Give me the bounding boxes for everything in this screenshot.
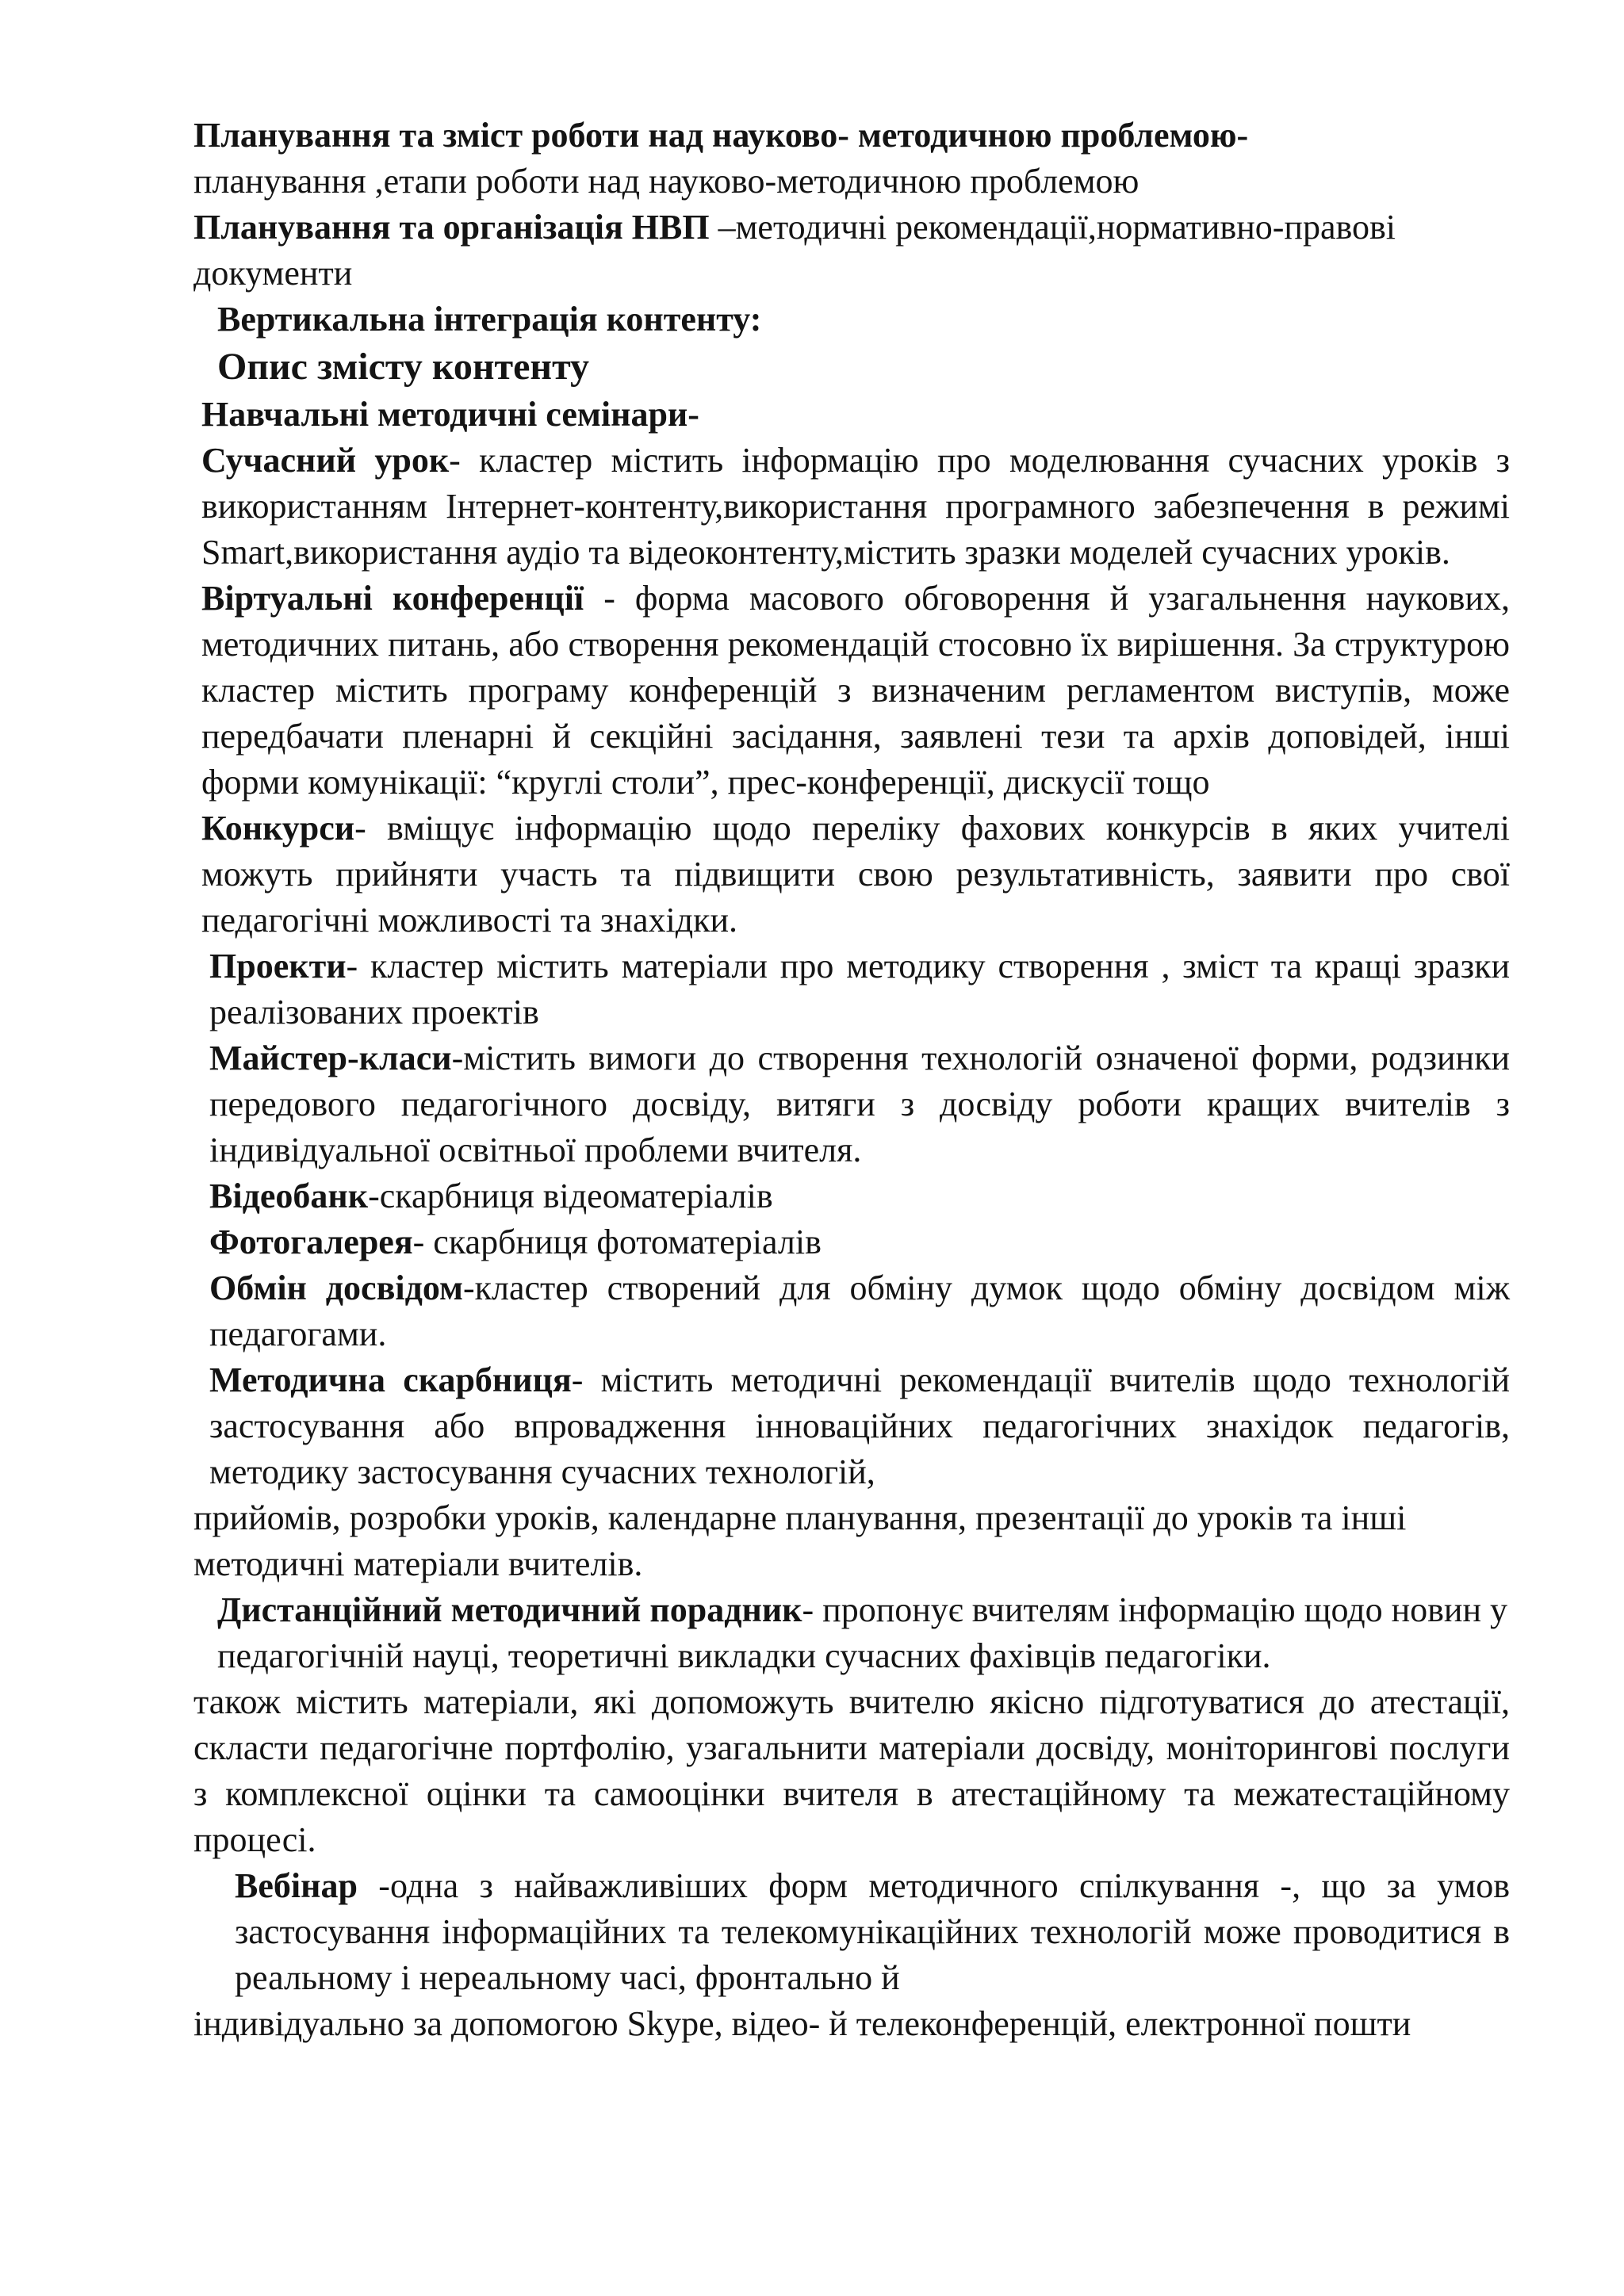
item-term: Обмін досвідом [209,1269,463,1307]
item-modern-lesson [193,438,1510,576]
item-text: -скарбниця відеоматеріалів [368,1177,773,1215]
item-text: - пропонує вчителям інформацію щодо новин у педагогічній науці, теоретичні викладки сучасних фахівців педагогіки. [217,1590,1508,1675]
item-text: -кластер створений для обміну думок щодо обміну досвідом між педагогами. [209,1269,1510,1353]
seminars-heading: Навчальні методичні семінари- [201,395,699,434]
nvp-paragraph [193,205,1510,297]
distance-advisor-tail: також містить матеріали, які допоможуть вчителю якісно підготуватися до атестації, скласти педагогічне портфолію, узагальнити матеріали досвіду, моніторингові послуги з комплексної оцінки та самооцінки вчителя в атестаційному та межатестаційному процесі. [193,1682,1510,1859]
content-description-heading: Опис змісту контенту [217,346,590,388]
item-text: -містить вимоги до створення технологій означеної форми, родзинки передового педагогічного досвіду, витяги з досвіду роботи кращих вчителів з індивідуальної освітньої проблеми вчителя. [209,1039,1510,1169]
webinar-tail: індивідуально за допомогою Skype, відео- й телеконференцій, електронної пошти [193,2004,1411,2043]
item-term: Вебінар [235,1866,358,1905]
doc-subtitle-line: планування ,етапи роботи над науково-методичною проблемою [193,162,1139,201]
item-text: - містить методичні рекомендації вчителів щодо технологій застосування або впровадження інноваційних педагогічних знахідок педагогів, методику застосування сучасних технологій, [209,1360,1510,1491]
item-video-bank [193,1173,1510,1219]
nvp-term: Планування та організація НВП [193,208,718,247]
item-text: - вміщує інформацію щодо переліку фахових конкурсів в яких учителі можуть прийняти участь та підвищити свою результативність, заявити про свої педагогічні можливості та знахідки. [201,809,1510,939]
item-contests [193,806,1510,943]
nvp-text: –методичні рекомендації,нормативно-правові документи [193,208,1396,293]
methodical-treasury-tail: прийомів, розробки уроків, календарне планування, презентації до уроків та інші методичні матеріали вчителів. [193,1498,1407,1583]
item-methodical-treasury [193,1357,1510,1495]
item-term: Майстер-класи [209,1039,452,1077]
doc-title-line [193,113,1510,159]
item-photo-gallery [193,1219,1510,1265]
item-term: Методична скарбниця [209,1360,572,1399]
item-text: - форма масового обговорення й узагальнення наукових, методичних питань, або створення рекомендацій стосовно їх вирішення. За структурою кластер містить програму конференцій з визначеним регламентом виступів, може передбачати пленарні й секційні засідання, заявлені тези та архів доповідей, інші форми комунікації: “круглі столи”, прес-конференції, дискусії тощо [201,579,1510,802]
item-term: Віртуальні конференції [201,579,584,618]
item-master-classes [193,1035,1510,1173]
item-text: -одна з найважливіших форм методичного спілкування -, що за умов застосування інформаційних та телекомунікаційних технологій може проводитися в реальному і нереальному часі, фронтально й [235,1866,1510,1997]
item-text: - кластер містить інформацію про моделювання сучасних уроків з використанням Інтернет-контенту,використання програмного забезпечення в режимі Smart,використання аудіо та відеоконтенту,містить зразки моделей сучасних уроків. [201,441,1510,572]
doc-title: Планування та зміст роботи над науково- методичною проблемою- [193,116,1249,155]
item-term: Проекти [209,947,347,985]
item-projects [193,943,1510,1035]
item-webinar [193,1863,1510,2001]
item-text: - кластер містить матеріали про методику створення , зміст та кращі зразки реалізованих проектів [209,947,1510,1031]
item-term: Фотогалерея [209,1223,413,1261]
item-term: Сучасний урок [201,441,450,480]
item-term: Відеобанк [209,1177,369,1215]
item-term: Дистанційний методичний порадник [217,1590,802,1629]
item-experience-exchange [193,1265,1510,1357]
item-term: Конкурси [201,809,355,848]
vertical-integration-heading: Вертикальна інтеграція контенту: [217,300,762,339]
document-page [193,113,1510,2047]
item-text: - скарбниця фотоматеріалів [412,1223,822,1261]
item-virtual-conferences [193,576,1510,806]
item-distance-advisor [193,1587,1510,1679]
